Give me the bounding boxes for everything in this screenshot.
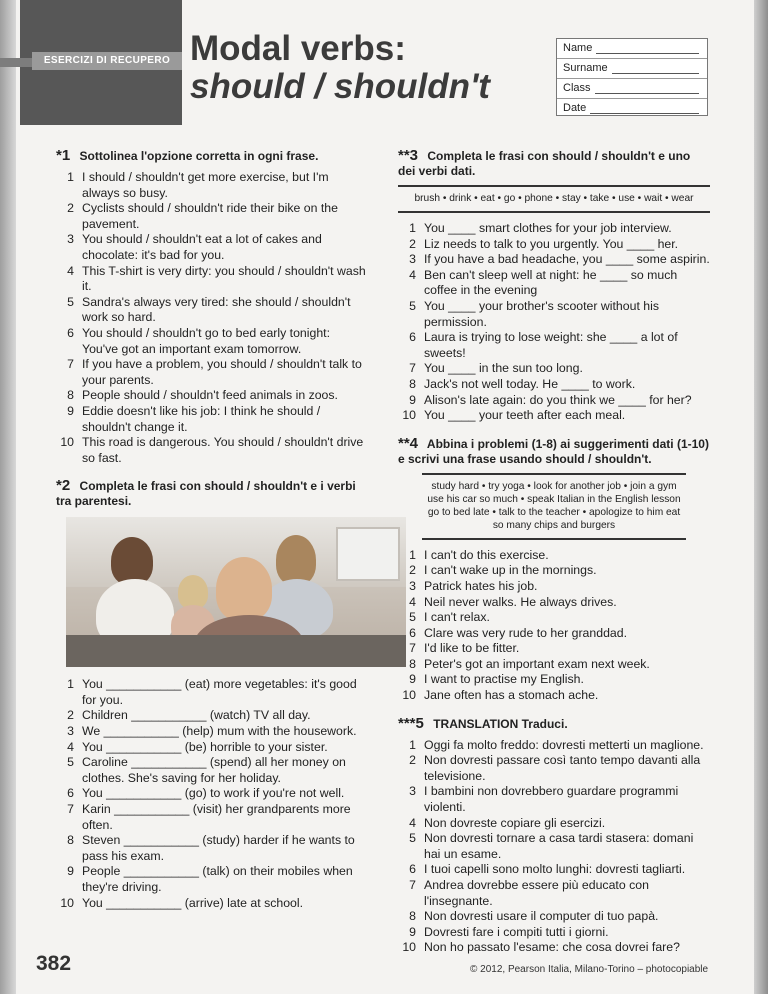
ex5-item-number: 5	[409, 831, 416, 846]
ex2-item	[56, 724, 368, 740]
ex2-item-text: Children ___________ (watch) TV all day.	[82, 708, 311, 723]
ex1-item-number: 2	[67, 201, 74, 216]
ex3-item	[398, 299, 710, 330]
ex5-item-number: 7	[409, 878, 416, 892]
ex2-item-text: We ___________ (help) mum with the housework.	[82, 724, 357, 739]
ex5-item-number: 4	[409, 815, 416, 830]
ex1-item	[56, 404, 368, 435]
ex5-item	[398, 816, 710, 832]
ex5-item-text: Non dovresti tornare a casa tardi stasera: domani hai un esame.	[424, 831, 694, 861]
title-line-1: Modal verbs:	[190, 29, 406, 68]
ex5-item-number: 9	[409, 924, 416, 939]
ex2-item	[56, 755, 368, 786]
ex4-item-number: 2	[409, 563, 416, 578]
ex3-item-number: 1	[409, 221, 416, 235]
ex4-item	[398, 688, 710, 704]
ex1-item-text: This road is dangerous. You should / shouldn't drive so fast.	[82, 435, 364, 465]
ex2-item-text: You ___________ (eat) more vegetables: it's good for you.	[82, 677, 357, 707]
ex3-item-text: If you have a bad headache, you ____ some aspirin.	[424, 252, 710, 267]
ex3-item-text: Ben can't sleep well at night: he ____ so much coffee in the evening	[424, 267, 678, 298]
ex5-item-number: 8	[409, 909, 416, 924]
ex5-item-text: Non dovresti passare così tanto tempo davanti alla televisione.	[424, 753, 701, 783]
ex4-item	[398, 563, 710, 579]
ex5-item	[398, 831, 710, 862]
ex2-item	[56, 833, 368, 864]
surname-field[interactable]: Surname	[557, 59, 707, 79]
ex1-item-text: You should / shouldn't eat a lot of cakes and chocolate: it's bad for you.	[82, 232, 322, 262]
page-edge-left	[0, 0, 16, 994]
ex4-item	[398, 641, 710, 657]
ex1-item-number: 4	[67, 263, 74, 278]
ex4-item	[398, 548, 710, 564]
ex2-item-text: People ___________ (talk) on their mobiles when they're driving.	[82, 864, 353, 894]
ex5-item-number: 3	[409, 784, 416, 799]
ex4-item-number: 4	[409, 594, 416, 609]
ex4-item	[398, 626, 710, 642]
ex5-item-number: 6	[409, 862, 416, 877]
ex2-item-number: 5	[67, 755, 74, 770]
ex1-item-text: Eddie doesn't like his job: I think he should / shouldn't change it.	[82, 403, 321, 434]
ex3-item-number: 7	[409, 361, 416, 376]
ex2-item-text: You ___________ (go) to work if you're not well.	[82, 786, 345, 801]
ex4-item-text: I want to practise my English.	[424, 672, 584, 687]
ex3-item-number: 10	[402, 408, 416, 423]
ex3-item-text: You ____ smart clothes for your job interview.	[424, 221, 672, 235]
ex2-item-text: Caroline ___________ (spend) all her money on clothes. She's saving for her holiday.	[82, 755, 346, 785]
student-info-box	[556, 38, 708, 116]
ex3-item-text: Liz needs to talk to you urgently. You ____ her.	[424, 236, 679, 251]
exercise-4-word-box: study hard • try yoga • look for another job • join a gym use his car so much • speak Italian in the English lesson go to bed late • talk to the teacher • apologize to him eat so many chips and burgers	[422, 473, 686, 540]
ex4-item-number: 1	[409, 547, 416, 562]
ex3-item-number: 6	[409, 330, 416, 345]
ex3-item	[398, 268, 710, 299]
ex4-item-number: 7	[409, 641, 416, 656]
ex3-item	[398, 252, 710, 268]
ex5-item-number: 2	[409, 753, 416, 768]
family-kitchen-photo	[66, 517, 406, 667]
ex4-item-text: Neil never walks. He always drives.	[424, 594, 617, 609]
exercise-1-heading: *1 Sottolinea l'opzione corretta in ogni frase.	[56, 147, 319, 164]
ex1-item-number: 8	[67, 388, 74, 403]
ex4-item	[398, 672, 710, 688]
ex3-item	[398, 221, 710, 237]
ex1-item	[56, 388, 368, 404]
exercise-1-list	[56, 170, 368, 466]
exercise-3-heading: **3 Completa le frasi con should / shouldn't e uno dei verbi dati.	[398, 147, 691, 178]
section-label: ESERCIZI DI RECUPERO	[32, 52, 182, 70]
ex1-item	[56, 357, 368, 388]
ex4-item	[398, 595, 710, 611]
ex4-item	[398, 579, 710, 595]
ex2-item	[56, 864, 368, 895]
ex5-item	[398, 738, 710, 754]
ex2-item	[56, 802, 368, 833]
exercise-5-list	[398, 738, 710, 956]
ex1-item-number: 5	[67, 294, 74, 309]
ex2-item-number: 10	[60, 895, 74, 910]
exercise-4-list	[398, 548, 710, 704]
class-field[interactable]: Class	[557, 79, 707, 99]
ex2-item	[56, 677, 368, 708]
ex4-item-number: 9	[409, 672, 416, 687]
ex2-item-text: Steven ___________ (study) harder if he wants to pass his exam.	[82, 833, 355, 863]
ex3-item	[398, 408, 710, 424]
ex1-item	[56, 295, 368, 326]
ex2-item	[56, 896, 368, 912]
date-field[interactable]: Date	[557, 99, 707, 118]
ex3-item	[398, 361, 710, 377]
page-edge-right	[754, 0, 768, 994]
copyright-notice: © 2012, Pearson Italia, Milano-Torino – photocopiable	[470, 964, 709, 975]
ex1-item-number: 1	[67, 170, 74, 184]
ex3-item	[398, 330, 710, 361]
ex2-item-text: You ___________ (arrive) late at school.	[82, 895, 304, 910]
ex4-item-text: Patrick hates his job.	[424, 578, 538, 593]
ex2-item-number: 6	[67, 786, 74, 801]
ex4-item-text: I can't do this exercise.	[424, 547, 549, 562]
ex3-item	[398, 377, 710, 393]
ex3-item-number: 3	[409, 252, 416, 267]
ex4-item-text: Jane often has a stomach ache.	[424, 688, 599, 703]
exercise-5-heading: ***5 TRANSLATION Traduci.	[398, 714, 568, 732]
right-column	[398, 148, 710, 956]
ex3-item-text: Jack's not well today. He ____ to work.	[424, 376, 636, 391]
ex1-item-text: Cyclists should / shouldn't ride their bike on the pavement.	[82, 201, 338, 231]
ex2-item-number: 2	[67, 708, 74, 723]
ex5-item	[398, 925, 710, 941]
ex3-item	[398, 393, 710, 409]
ex2-item-number: 3	[67, 724, 74, 739]
exercise-2-list	[56, 677, 368, 911]
ex5-item	[398, 784, 710, 815]
ex1-item-text: This T-shirt is very dirty: you should / shouldn't wash it.	[82, 263, 366, 294]
ex2-item	[56, 740, 368, 756]
ex3-item-text: You ____ in the sun too long.	[424, 361, 583, 376]
ex5-item-number: 10	[402, 940, 416, 955]
ex5-item	[398, 940, 710, 956]
ex4-item-text: I can't wake up in the mornings.	[424, 563, 597, 578]
ex3-item-number: 2	[409, 236, 416, 251]
ex1-item	[56, 201, 368, 232]
ex5-item-text: Andrea dovrebbe essere più educato con l'insegnante.	[424, 878, 649, 908]
ex1-item-text: You should / shouldn't go to bed early tonight: You've got an important exam tomorrow.	[82, 325, 331, 356]
ex2-item	[56, 786, 368, 802]
ex1-item-number: 10	[60, 435, 74, 450]
ex3-item-number: 9	[409, 392, 416, 407]
ex1-item-number: 6	[67, 325, 74, 340]
ex4-item	[398, 657, 710, 673]
ex2-item-number: 7	[67, 802, 74, 817]
left-column	[56, 148, 368, 911]
ex4-item-number: 10	[402, 688, 416, 703]
ex5-item	[398, 909, 710, 925]
ex5-item-text: Non dovresti usare il computer di tuo papà.	[424, 909, 659, 924]
ex4-item-text: I'd like to be fitter.	[424, 641, 520, 656]
ex1-item	[56, 435, 368, 466]
ex3-item-number: 5	[409, 298, 416, 313]
ex5-item-text: Non dovreste copiare gli esercizi.	[424, 815, 606, 830]
ex3-item-text: You ____ your teeth after each meal.	[424, 408, 626, 423]
ex3-item-text: Laura is trying to lose weight: she ____ a lot of sweets!	[424, 330, 678, 360]
ex4-item-text: Clare was very rude to her granddad.	[424, 625, 628, 640]
ex2-item	[56, 708, 368, 724]
exercise-3-list	[398, 221, 710, 424]
ex2-item-number: 1	[67, 677, 74, 692]
title-line-2: should / shouldn't	[190, 67, 490, 106]
ex5-item-number: 1	[409, 737, 416, 752]
ex1-item-text: If you have a problem, you should / shouldn't talk to your parents.	[82, 357, 362, 387]
ex2-item-number: 8	[67, 833, 74, 848]
page-number: 382	[36, 952, 72, 975]
ex2-item-text: You ___________ (be) horrible to your sister.	[82, 739, 328, 754]
ex2-item-number: 4	[67, 739, 74, 754]
ex1-item-number: 3	[67, 232, 74, 247]
ex1-item-text: I should / shouldn't get more exercise, but I'm always so busy.	[82, 170, 329, 200]
ex2-item-number: 9	[67, 864, 74, 879]
ex5-item-text: Dovresti fare i compiti tutti i giorni.	[424, 924, 609, 939]
exercise-2-heading: *2 Completa le frasi con should / shouldn't e i verbi tra parentesi.	[56, 477, 356, 509]
ex4-item-number: 8	[409, 656, 416, 671]
ex1-item-text: People should / shouldn't feed animals in zoos.	[82, 388, 338, 403]
ex1-item-number: 9	[67, 403, 74, 418]
ex5-item	[398, 878, 710, 909]
ex4-item-number: 5	[409, 610, 416, 625]
ex4-item	[398, 610, 710, 626]
page-title	[190, 30, 490, 106]
ex1-item	[56, 232, 368, 263]
ex5-item	[398, 862, 710, 878]
exercise-3-word-box: brush • drink • eat • go • phone • stay • take • use • wait • wear	[398, 185, 710, 213]
ex4-item-text: I can't relax.	[424, 610, 490, 625]
ex3-item-text: You ____ your brother's scooter without his permission.	[424, 298, 659, 329]
ex2-item-text: Karin ___________ (visit) her grandparents more often.	[82, 802, 351, 832]
ex1-item-number: 7	[67, 357, 74, 372]
name-field[interactable]: Name	[557, 39, 707, 59]
ex3-item-text: Alison's late again: do you think we ____ for her?	[424, 392, 692, 407]
ex5-item	[398, 753, 710, 784]
ex1-item	[56, 264, 368, 295]
ex5-item-text: Non ho passato l'esame: che cosa dovrei fare?	[424, 940, 680, 955]
ex3-item-number: 4	[409, 267, 416, 282]
ex3-item	[398, 237, 710, 253]
ex5-item-text: I tuoi capelli sono molto lunghi: dovresti tagliarti.	[424, 862, 686, 877]
ex3-item-number: 8	[409, 376, 416, 391]
ex4-item-number: 3	[409, 578, 416, 593]
ex1-item	[56, 326, 368, 357]
ex5-item-text: Oggi fa molto freddo: dovresti metterti un maglione.	[424, 737, 704, 752]
ex4-item-text: Peter's got an important exam next week.	[424, 656, 650, 671]
ex5-item-text: I bambini non dovrebbero guardare programmi violenti.	[424, 784, 679, 815]
exercise-4-heading: **4 Abbina i problemi (1-8) ai suggerimenti dati (1-10) e scrivi una frase usando should / shouldn't.	[398, 434, 709, 466]
ex4-item-number: 6	[409, 625, 416, 640]
ex1-item	[56, 170, 368, 201]
ex1-item-text: Sandra's always very tired: she should / shouldn't work so hard.	[82, 294, 351, 325]
